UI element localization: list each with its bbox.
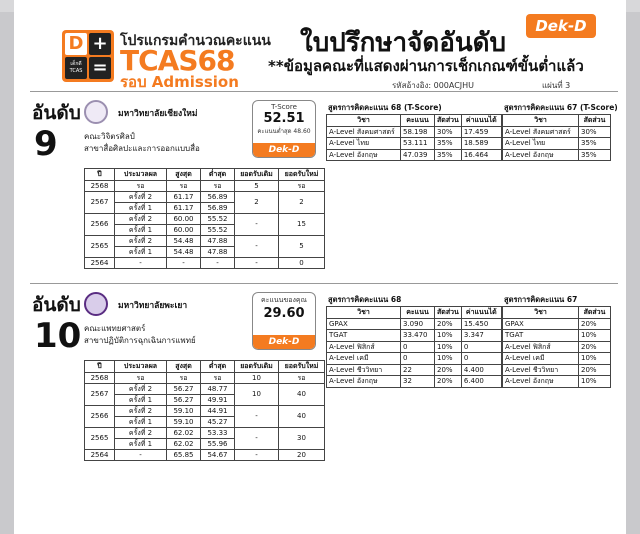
table-cell: 3.090 xyxy=(401,318,435,330)
quota-old-cell: 2 xyxy=(235,191,279,213)
table-cell: A-Level เคมี xyxy=(327,353,401,365)
year-cell: 2564 xyxy=(85,257,115,268)
table-cell: 54.48 xyxy=(167,246,201,257)
formula-67-table xyxy=(502,306,611,388)
table-row xyxy=(503,364,611,376)
admission-history-table xyxy=(84,360,325,461)
faculty-name: คณะแพทยศาสตร์ xyxy=(84,324,146,333)
table-cell: A-Level ไทย xyxy=(327,138,401,150)
table-cell: 22 xyxy=(401,364,435,376)
table-row xyxy=(503,138,611,150)
score-label: T-Score xyxy=(271,103,297,111)
table-header-row xyxy=(85,169,325,181)
table-row xyxy=(85,449,325,460)
score-value: 29.60 xyxy=(263,306,305,321)
column-header: สัดส่วน xyxy=(579,307,611,319)
quota-old-cell: 10 xyxy=(235,383,279,405)
university-seal-icon xyxy=(84,292,108,316)
table-cell: A-Level เคมี xyxy=(503,353,579,365)
formula-68-table xyxy=(326,114,502,161)
table-cell: 35% xyxy=(435,138,462,150)
year-cell: 2566 xyxy=(85,213,115,235)
table-cell: ครั้งที่ 1 xyxy=(115,202,167,213)
table-cell: A-Level สังคมศาสตร์ xyxy=(503,126,579,138)
table-cell: 20 xyxy=(279,449,325,460)
table-cell: ครั้งที่ 2 xyxy=(115,405,167,416)
table-cell: 53.111 xyxy=(401,138,435,150)
divider xyxy=(30,91,618,92)
quota-old-cell: - xyxy=(235,235,279,257)
table-cell: 59.10 xyxy=(167,405,201,416)
table-cell: ครั้งที่ 1 xyxy=(115,416,167,427)
table-row xyxy=(327,149,502,161)
table-cell: 0 xyxy=(461,341,501,353)
table-cell: 0 xyxy=(401,341,435,353)
table-cell: 62.02 xyxy=(167,427,201,438)
score-value: 52.51 xyxy=(263,111,305,126)
table-header-row xyxy=(503,115,611,127)
quota-new-cell: 15 xyxy=(279,213,325,235)
table-cell: 20% xyxy=(435,364,462,376)
table-cell: รอ xyxy=(201,180,235,191)
rank-label: อันดับ xyxy=(32,294,81,316)
table-cell: A-Level ไทย xyxy=(503,138,579,150)
table-cell: 49.91 xyxy=(201,394,235,405)
table-cell: 56.89 xyxy=(201,191,235,202)
column-header: ประมวลผล xyxy=(115,169,167,181)
year-cell: 2564 xyxy=(85,449,115,460)
table-cell: 48.77 xyxy=(201,383,235,394)
university-seal-icon xyxy=(84,100,108,124)
table-cell: 10 xyxy=(235,372,279,383)
table-row xyxy=(503,376,611,388)
table-cell: ครั้งที่ 2 xyxy=(115,427,167,438)
table-cell: GPAX xyxy=(503,318,579,330)
column-header: ปี xyxy=(85,361,115,373)
table-cell: 55.96 xyxy=(201,438,235,449)
logo-badge: เด็กดี TCAS xyxy=(65,57,87,79)
table-row xyxy=(85,257,325,268)
year-cell: 2565 xyxy=(85,235,115,257)
table-cell: A-Level อังกฤษ xyxy=(327,149,401,161)
column-header: สูงสุด xyxy=(167,169,201,181)
equals-icon: = xyxy=(89,57,111,79)
table-cell: - xyxy=(167,257,201,268)
table-cell: 55.52 xyxy=(201,224,235,235)
table-row xyxy=(85,427,325,438)
score-card xyxy=(252,292,316,350)
program-name: สาขาปฏิบัติการฉุกเฉินการแพทย์ xyxy=(84,336,196,345)
table-cell: 6.400 xyxy=(461,376,501,388)
table-cell: 53.33 xyxy=(201,427,235,438)
letter-d-icon: D xyxy=(65,33,87,55)
quota-old-cell: - xyxy=(235,405,279,427)
table-cell: 16.464 xyxy=(461,149,501,161)
table-cell: ครั้งที่ 1 xyxy=(115,438,167,449)
table-cell: ครั้งที่ 1 xyxy=(115,394,167,405)
table-cell: 59.10 xyxy=(167,416,201,427)
table-cell: 20% xyxy=(579,364,611,376)
page-number: แผ่นที่ 3 xyxy=(542,81,571,90)
table-row xyxy=(327,330,502,342)
table-cell: 15.450 xyxy=(461,318,501,330)
plus-icon: + xyxy=(89,33,111,55)
formula-68-title: สูตรการคิดคะแนน 68 xyxy=(328,295,402,304)
table-cell: 35% xyxy=(435,149,462,161)
score-label: คะแนนของคุณ xyxy=(260,296,308,304)
table-cell: 17.459 xyxy=(461,126,501,138)
table-row xyxy=(327,126,502,138)
document-title: ใบปรึกษาจัดอันดับ xyxy=(300,28,507,58)
table-cell: 20% xyxy=(579,341,611,353)
table-row xyxy=(327,364,502,376)
year-cell: 2566 xyxy=(85,405,115,427)
column-header: ยอดรับเดิม xyxy=(235,169,279,181)
column-header: ค่าแนนได้ xyxy=(461,307,501,319)
table-row xyxy=(503,353,611,365)
table-row xyxy=(503,330,611,342)
table-cell: ครั้งที่ 1 xyxy=(115,224,167,235)
table-cell: ครั้งที่ 2 xyxy=(115,383,167,394)
table-cell: 35% xyxy=(579,138,611,150)
table-cell: 60.00 xyxy=(167,224,201,235)
formula-67-title: สูตรการคิดคะแนน 67 xyxy=(504,295,578,304)
table-row xyxy=(85,383,325,394)
table-cell: 20% xyxy=(435,318,462,330)
table-row xyxy=(503,126,611,138)
dek-d-tcas-logo xyxy=(62,30,114,82)
column-header: ยอดรับใหม่ xyxy=(279,169,325,181)
table-cell: 10% xyxy=(579,330,611,342)
table-cell: - xyxy=(235,257,279,268)
dek-d-brand-logo: Dek-D xyxy=(253,143,315,157)
admission-history-table xyxy=(84,168,325,269)
table-cell: 32 xyxy=(401,376,435,388)
column-header: สัดส่วน xyxy=(579,115,611,127)
table-cell: 30% xyxy=(579,126,611,138)
table-cell: TGAT xyxy=(327,330,401,342)
score-min: คะแนนต่ำสุด 48.60 xyxy=(257,128,311,135)
table-cell: 45.27 xyxy=(201,416,235,427)
table-row xyxy=(85,372,325,383)
table-cell: 10% xyxy=(579,376,611,388)
table-cell: 30% xyxy=(435,126,462,138)
table-cell: 62.02 xyxy=(167,438,201,449)
table-cell: รอ xyxy=(201,372,235,383)
table-cell: 56.89 xyxy=(201,202,235,213)
column-header: ค่าแนนได้ xyxy=(461,115,501,127)
table-cell: 56.27 xyxy=(167,383,201,394)
table-cell: A-Level อังกฤษ xyxy=(503,376,579,388)
table-cell: - xyxy=(201,257,235,268)
program-title: โปรแกรมคำนวณคะแนน xyxy=(120,33,271,49)
table-cell: 47.039 xyxy=(401,149,435,161)
table-cell: รอ xyxy=(167,372,201,383)
table-cell: GPAX xyxy=(327,318,401,330)
table-cell: 0 xyxy=(279,257,325,268)
quota-new-cell: 30 xyxy=(279,427,325,449)
table-cell: 58.198 xyxy=(401,126,435,138)
quota-new-cell: 5 xyxy=(279,235,325,257)
table-row xyxy=(503,341,611,353)
table-row xyxy=(327,318,502,330)
table-cell: - xyxy=(235,449,279,460)
column-header: ปี xyxy=(85,169,115,181)
table-cell: 61.17 xyxy=(167,191,201,202)
table-cell: 18.589 xyxy=(461,138,501,150)
table-cell: ครั้งที่ 1 xyxy=(115,246,167,257)
formula-68-title: สูตรการคิดคะแนน 68 (T-Score) xyxy=(328,103,442,112)
document-subtitle: **ข้อมูลคณะที่แสดงผ่านการเช็กเกณฑ์ขั้นต่ำแล้ว xyxy=(268,57,584,75)
table-row xyxy=(503,149,611,161)
year-cell: 2567 xyxy=(85,191,115,213)
table-cell: รอ xyxy=(279,180,325,191)
column-header: วิชา xyxy=(503,115,579,127)
table-cell: A-Level อังกฤษ xyxy=(327,376,401,388)
program-name: สาขาสื่อศิลปะและการออกแบบสื่อ xyxy=(84,144,200,153)
table-cell: 10% xyxy=(579,353,611,365)
table-header-row xyxy=(327,307,502,319)
table-cell: A-Level ฟิสิกส์ xyxy=(327,341,401,353)
year-cell: 2567 xyxy=(85,383,115,405)
column-header: ยอดรับเดิม xyxy=(235,361,279,373)
table-cell: A-Level ชีววิทยา xyxy=(327,364,401,376)
table-cell: 54.48 xyxy=(167,235,201,246)
table-cell: 3.347 xyxy=(461,330,501,342)
column-header: คะแนน xyxy=(401,115,435,127)
column-header: วิชา xyxy=(503,307,579,319)
column-header: สัดส่วน xyxy=(435,307,462,319)
quota-old-cell: - xyxy=(235,213,279,235)
table-cell: 65.85 xyxy=(167,449,201,460)
quota-new-cell: 40 xyxy=(279,383,325,405)
column-header: วิชา xyxy=(327,115,401,127)
table-cell: ครั้งที่ 2 xyxy=(115,235,167,246)
column-header: ต่ำสุด xyxy=(201,361,235,373)
year-cell: 2568 xyxy=(85,372,115,383)
table-cell: 20% xyxy=(579,318,611,330)
dek-d-brand-logo: Dek-D xyxy=(526,14,596,38)
column-header: สูงสุด xyxy=(167,361,201,373)
table-cell: รอ xyxy=(115,180,167,191)
table-cell: รอ xyxy=(279,372,325,383)
table-cell: - xyxy=(115,257,167,268)
table-row xyxy=(85,213,325,224)
table-cell: - xyxy=(115,449,167,460)
formula-67-title: สูตรการคิดคะแนน 67 (T-Score) xyxy=(504,103,618,112)
table-row xyxy=(85,235,325,246)
university-name: มหาวิทยาลัยพะเยา xyxy=(118,301,188,311)
formula-67-table xyxy=(502,114,611,161)
table-row xyxy=(85,405,325,416)
quota-new-cell: 40 xyxy=(279,405,325,427)
program-name: TCAS68 xyxy=(120,44,235,77)
table-cell: 47.88 xyxy=(201,246,235,257)
quota-new-cell: 2 xyxy=(279,191,325,213)
dek-d-brand-logo: Dek-D xyxy=(253,335,315,349)
table-row xyxy=(503,318,611,330)
column-header: วิชา xyxy=(327,307,401,319)
table-cell: 10% xyxy=(435,353,462,365)
year-cell: 2568 xyxy=(85,180,115,191)
reference-code: รหัสอ้างอิง: 000ACJHU xyxy=(392,81,475,90)
rank-number: 10 xyxy=(34,316,82,356)
table-cell: 5 xyxy=(235,180,279,191)
table-cell: 10% xyxy=(435,330,462,342)
table-cell: 56.27 xyxy=(167,394,201,405)
table-row xyxy=(327,353,502,365)
university-name: มหาวิทยาลัยเชียงใหม่ xyxy=(118,109,198,119)
table-row xyxy=(85,180,325,191)
column-header: ประมวลผล xyxy=(115,361,167,373)
table-cell: 0 xyxy=(401,353,435,365)
program-round: รอบ Admission xyxy=(120,73,239,91)
table-header-row xyxy=(85,361,325,373)
table-cell: 55.52 xyxy=(201,213,235,224)
table-cell: 47.88 xyxy=(201,235,235,246)
formula-68-table xyxy=(326,306,502,388)
table-cell: 0 xyxy=(461,353,501,365)
table-cell: 44.91 xyxy=(201,405,235,416)
table-cell: 4.400 xyxy=(461,364,501,376)
column-header: สัดส่วน xyxy=(435,115,462,127)
rank-label: อันดับ xyxy=(32,102,81,124)
table-cell: A-Level อังกฤษ xyxy=(503,149,579,161)
table-row xyxy=(327,341,502,353)
table-cell: ครั้งที่ 2 xyxy=(115,213,167,224)
quota-old-cell: - xyxy=(235,427,279,449)
table-row xyxy=(85,191,325,202)
table-row xyxy=(327,376,502,388)
table-cell: A-Level ฟิสิกส์ xyxy=(503,341,579,353)
year-cell: 2565 xyxy=(85,427,115,449)
table-cell: 20% xyxy=(435,376,462,388)
table-cell: 35% xyxy=(579,149,611,161)
column-header: ต่ำสุด xyxy=(201,169,235,181)
table-cell: TGAT xyxy=(503,330,579,342)
table-row xyxy=(327,138,502,150)
score-card xyxy=(252,100,316,158)
table-cell: A-Level ชีววิทยา xyxy=(503,364,579,376)
column-header: คะแนน xyxy=(401,307,435,319)
faculty-name: คณะวิจิตรศิลป์ xyxy=(84,132,135,141)
table-cell: 54.67 xyxy=(201,449,235,460)
table-cell: รอ xyxy=(115,372,167,383)
table-cell: ครั้งที่ 2 xyxy=(115,191,167,202)
table-header-row xyxy=(327,115,502,127)
table-cell: A-Level สังคมศาสตร์ xyxy=(327,126,401,138)
divider xyxy=(30,283,618,284)
table-header-row xyxy=(503,307,611,319)
table-cell: 60.00 xyxy=(167,213,201,224)
rank-number: 9 xyxy=(34,124,58,164)
table-cell: 33.470 xyxy=(401,330,435,342)
column-header: ยอดรับใหม่ xyxy=(279,361,325,373)
table-cell: 61.17 xyxy=(167,202,201,213)
table-cell: รอ xyxy=(167,180,201,191)
table-cell: 10% xyxy=(435,341,462,353)
